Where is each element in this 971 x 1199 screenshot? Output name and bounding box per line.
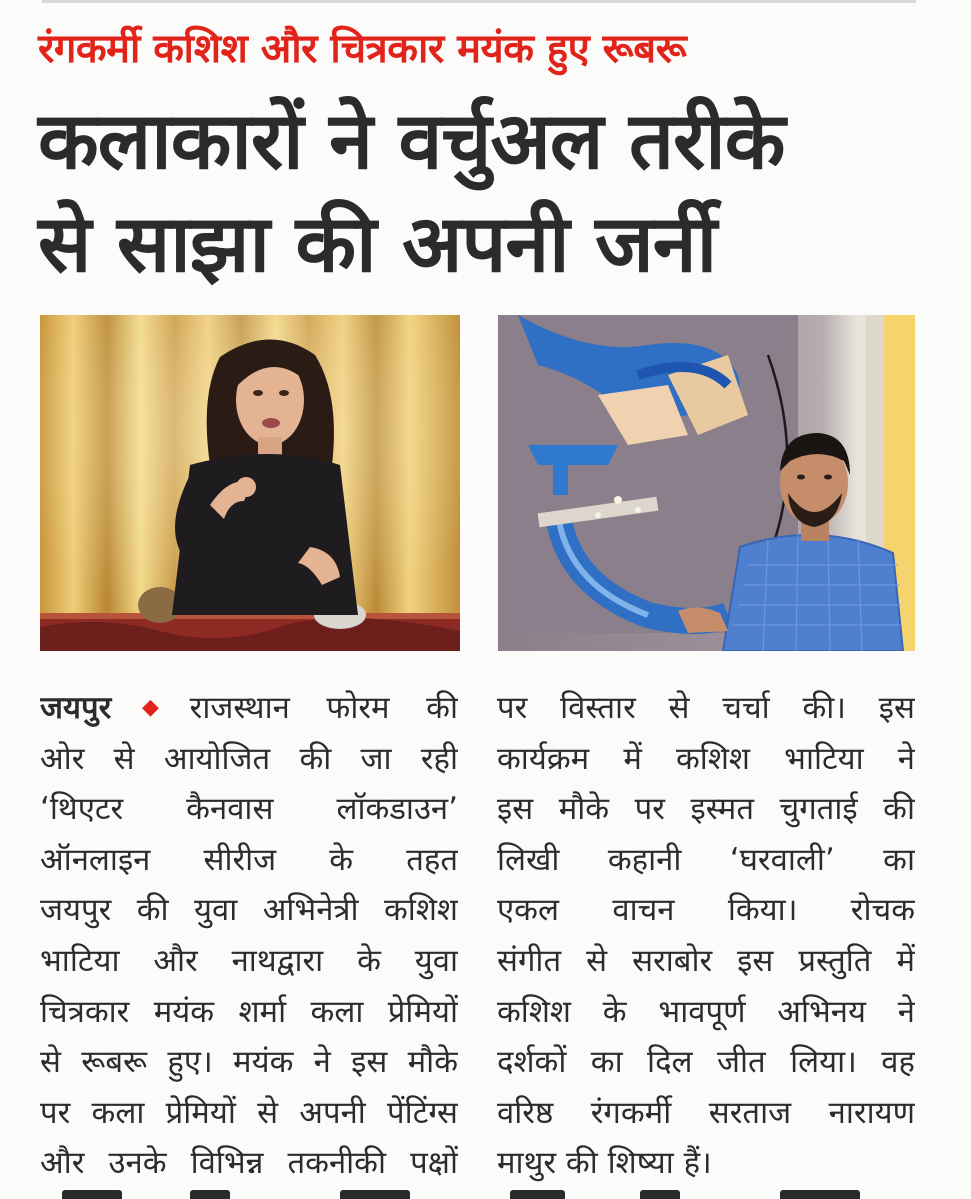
painter-photo-illustration <box>498 315 915 651</box>
body-line: माथुर की शिष्या हैं। <box>497 1145 712 1182</box>
body-line: ऑनलाइन सीरीज के तहत <box>40 841 458 878</box>
body-line: पर कला प्रेमियों से अपनी पेंटिंग्स <box>40 1094 458 1131</box>
body-line: एकल वाचन किया। रोचक <box>497 892 915 929</box>
body-line: पर विस्तार से चर्चा की। इस <box>497 690 915 726</box>
body-line <box>40 683 458 734</box>
headline-line-2: से साझा की अपनी जर्नी <box>38 198 717 290</box>
body-line: ‘थिएटर कैनवास लॉकडाउन’ <box>40 791 458 828</box>
body-line: दर्शकों का दिल जीत लिया। वह <box>497 1044 915 1081</box>
actress-photo-illustration <box>40 315 460 651</box>
body-line: लिखी कहानी ‘घरवाली’ का <box>497 841 915 878</box>
photo-painter <box>498 315 915 651</box>
body-text: राजस्थान फोरम की <box>189 690 458 726</box>
article-body-right-column <box>497 683 915 1189</box>
body-line: और उनके विभिन्न तकनीकी पक्षों <box>40 1145 458 1182</box>
photo-actress <box>40 315 460 651</box>
article-headline <box>38 90 938 296</box>
body-line: इस मौके पर इस्मत चुगताई की <box>497 791 915 828</box>
body-line: वरिष्ठ रंगकर्मी सरताज नारायण <box>497 1094 915 1131</box>
body-line: चित्रकार मयंक शर्मा कला प्रेमियों <box>40 993 458 1030</box>
body-line: कशिश के भावपूर्ण अभिनय ने <box>497 993 915 1030</box>
body-line: से रूबरू हुए। मयंक ने इस मौके <box>40 1044 458 1081</box>
body-line: संगीत से सराबोर इस प्रस्तुति में <box>497 942 915 979</box>
headline-line-1: कलाकारों ने वर्चुअल तरीके <box>38 95 785 187</box>
body-line: ओर से आयोजित की जा रही <box>40 740 458 777</box>
body-line: भाटिया और नाथद्वारा के युवा <box>40 942 458 979</box>
body-line: जयपुर की युवा अभिनेत्री कशिश <box>40 892 458 929</box>
dateline: जयपुर <box>40 690 112 726</box>
body-line: कार्यक्रम में कशिश भाटिया ने <box>497 740 915 777</box>
dateline-marker-icon: ◆ <box>115 695 186 720</box>
cropped-next-headline <box>40 1186 920 1199</box>
article-body-left-column <box>40 683 458 1189</box>
top-rule <box>42 0 916 3</box>
article-kicker: रंगकर्मी कशिश और चित्रकार मयंक हुए रूबरू <box>38 26 687 72</box>
